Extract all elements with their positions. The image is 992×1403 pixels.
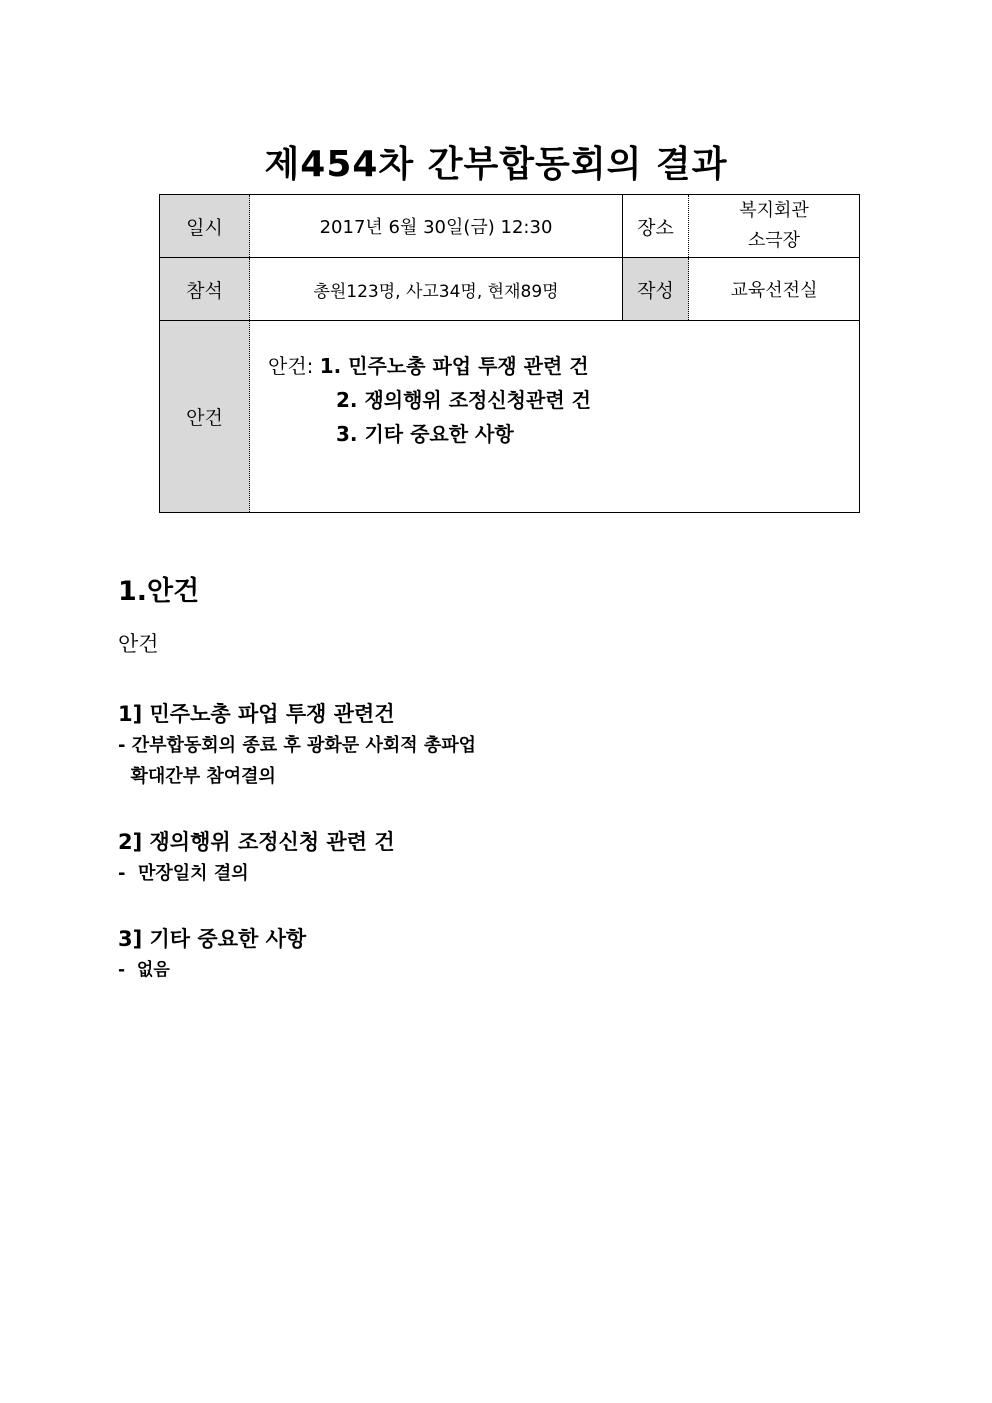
agenda-line-3 xyxy=(268,417,591,451)
agenda-prefix: 안건: xyxy=(268,354,320,378)
agenda-detail-line: - 만장일치 결의 xyxy=(118,863,249,884)
section-subtitle: 안건 xyxy=(118,632,159,656)
agenda-detail-heading: 1] 민주노총 파업 투쟁 관련건 xyxy=(118,702,395,726)
info-row-agenda xyxy=(160,321,860,513)
info-row-attendance xyxy=(160,258,860,321)
section-title: 1.안건 xyxy=(118,576,200,607)
agenda-detail-line: - 간부합동회의 종료 후 광화문 사회적 총파업 xyxy=(118,735,477,756)
agenda-list xyxy=(268,349,591,451)
agenda-detail-line: 확대간부 참여결의 xyxy=(118,766,276,787)
writer-label: 작성 xyxy=(623,258,689,321)
writer-value: 교육선전실 xyxy=(689,258,860,321)
info-row-date xyxy=(160,195,860,258)
attendance-value: 총원123명, 사고34명, 현재89명 xyxy=(250,258,623,321)
meeting-info-table xyxy=(159,194,860,513)
place-line-1: 복지회관 xyxy=(739,200,809,221)
agenda-detail-heading: 2] 쟁의행위 조정신청 관련 건 xyxy=(118,830,395,854)
agenda-detail-heading: 3] 기타 중요한 사항 xyxy=(118,927,307,951)
agenda-item-3: 3. 기타 중요한 사항 xyxy=(336,422,514,446)
agenda-line-1 xyxy=(268,349,591,383)
agenda-detail-line: - 없음 xyxy=(118,960,170,980)
agenda-detail-3 xyxy=(118,923,898,986)
agenda-cell xyxy=(250,321,860,513)
agenda-item-2: 2. 쟁의행위 조정신청관련 건 xyxy=(336,388,591,412)
agenda-line-2 xyxy=(268,383,591,417)
date-label: 일시 xyxy=(160,195,250,258)
agenda-label: 안건 xyxy=(160,321,250,513)
agenda-detail-2 xyxy=(118,826,898,889)
attendance-label: 참석 xyxy=(160,258,250,321)
place-label: 장소 xyxy=(623,195,689,258)
date-value: 2017년 6월 30일(금) 12:30 xyxy=(250,195,623,258)
place-line-2: 소극장 xyxy=(747,230,801,251)
agenda-item-1: 1. 민주노총 파업 투쟁 관련 건 xyxy=(319,354,589,378)
page-title: 제454차 간부합동회의 결과 xyxy=(264,144,728,185)
agenda-details xyxy=(118,570,898,986)
agenda-detail-1 xyxy=(118,698,898,792)
place-value xyxy=(689,195,860,258)
